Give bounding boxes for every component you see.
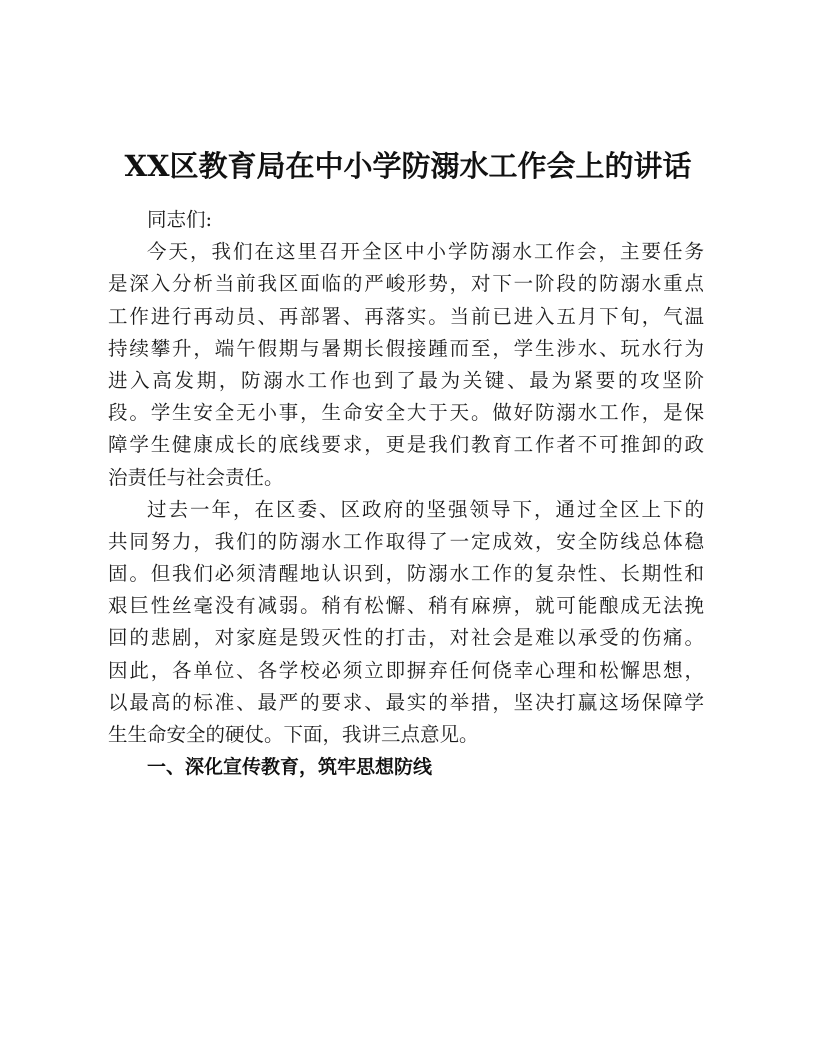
paragraph-line: 以最高的标准、最严的要求、最实的举措，坚决打赢这场保障学 [108, 690, 704, 714]
paragraph-line: 工作进行再动员、再部署、再落实。当前已进入五月下旬，气温 [108, 304, 704, 328]
paragraph-line: 持续攀升，端午假期与暑期长假接踵而至，学生涉水、玩水行为 [108, 336, 704, 360]
paragraph-line: 共同努力，我们的防溺水工作取得了一定成效，安全防线总体稳 [108, 529, 704, 553]
paragraph-line: 生生命安全的硬仗。下面，我讲三点意见。 [108, 723, 479, 746]
document-body [108, 204, 704, 783]
paragraph-line: 回的悲剧，对家庭是毁灭性的打击，对社会是难以承受的伤痛。 [108, 626, 704, 650]
paragraph-line: 是深入分析当前我区面临的严峻形势，对下一阶段的防溺水重点 [108, 272, 704, 296]
paragraph-line: 过去一年，在区委、区政府的坚强领导下，通过全区上下的 [147, 497, 704, 521]
paragraph-line: 今天，我们在这里召开全区中小学防溺水工作会，主要任务 [147, 240, 704, 264]
salutation: 同志们: [147, 208, 213, 231]
paragraph-line: 进入高发期，防溺水工作也到了最为关键、最为紧要的攻坚阶 [108, 368, 704, 392]
section-heading: 一、深化宣传教育，筑牢思想防线 [147, 756, 433, 779]
paragraph-line: 固。但我们必须清醒地认识到，防溺水工作的复杂性、长期性和 [108, 562, 704, 586]
paragraph-line: 因此，各单位、各学校必须立即摒弃任何侥幸心理和松懈思想， [108, 658, 704, 682]
paragraph-line: 治责任与社会责任。 [108, 465, 284, 489]
paragraph-line: 障学生健康成长的底线要求，更是我们教育工作者不可推卸的政 [108, 433, 704, 457]
document-title: XX区教育局在中小学防溺水工作会上的讲话 [124, 149, 692, 183]
paragraph-line: 段。学生安全无小事，生命安全大于天。做好防溺水工作，是保 [108, 401, 704, 425]
paragraph-line: 艰巨性丝毫没有减弱。稍有松懈、稍有麻痹，就可能酿成无法挽 [108, 594, 704, 618]
